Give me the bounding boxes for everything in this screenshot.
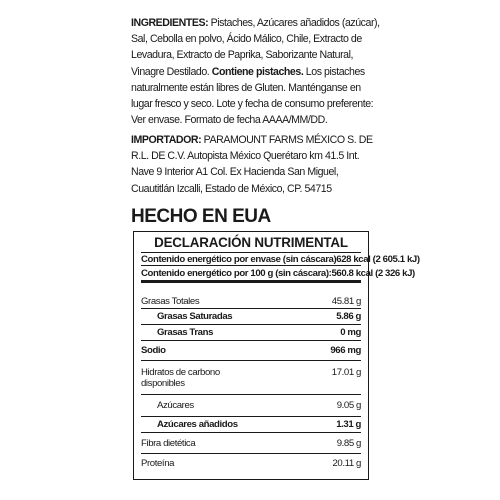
energy-per-pack-row bbox=[141, 253, 420, 266]
nutrient-row-saturated-fat bbox=[141, 309, 361, 325]
energy-per-pack-label: Contenido energético por envase (sin cáscara) bbox=[141, 253, 337, 265]
energy-per-pack-value: 628 kcal (2 605.1 kJ) bbox=[336, 253, 420, 265]
nutrient-row-sugars bbox=[141, 395, 361, 417]
ingredients-label: INGREDIENTES: bbox=[131, 17, 209, 29]
contains-label: Contiene pistaches. bbox=[211, 65, 304, 78]
nutrient-row-added-sugars bbox=[141, 417, 361, 433]
nutrient-value: 1.31 g bbox=[336, 419, 361, 430]
nutrition-facts-table bbox=[133, 231, 420, 480]
importer-paragraph bbox=[131, 132, 381, 197]
nutrient-label: Hidratos de carbono disponibles bbox=[141, 367, 220, 389]
nutrient-label: Grasas Trans bbox=[157, 327, 213, 338]
nutrient-value: 966 mg bbox=[330, 345, 361, 356]
nutrient-value: 20.11 g bbox=[332, 458, 361, 469]
ingredients-text: Pistaches, Azúcares añadidos (azúcar), Sal, Cebolla en polvo, Ácido Málico, Chile, Extracto de Levadura, Extracto de Paprika, Saborizante Natural, Vinagre Destilado. bbox=[131, 17, 380, 78]
nutrient-label: Azúcares bbox=[157, 400, 194, 411]
nutrient-value: 9.85 g bbox=[336, 437, 361, 449]
nutrient-label: Proteína bbox=[141, 458, 175, 469]
ingredients-paragraph bbox=[131, 15, 381, 128]
nutrient-value: 45.81 g bbox=[331, 296, 361, 307]
importer-label: IMPORTADOR: bbox=[131, 134, 202, 146]
energy-per-100g-label: Contenido energético por 100 g (sin cáscara): bbox=[141, 267, 332, 279]
nutrient-label: Azúcares añadidos bbox=[157, 419, 238, 430]
nutrient-label: Grasas Totales bbox=[141, 296, 200, 307]
nutrient-value: 0 mg bbox=[340, 327, 361, 338]
nutrient-row-total-fat bbox=[141, 295, 361, 309]
nutrient-label: Fibra dietética bbox=[141, 437, 196, 449]
nutrient-label: Grasas Saturadas bbox=[157, 311, 233, 322]
nutrient-value: 17.01 g bbox=[331, 367, 361, 378]
energy-per-100g-value: 560.8 kcal (2 326 kJ) bbox=[331, 267, 415, 279]
nutrient-label: Sodio bbox=[141, 345, 166, 356]
nutrient-value: 5.86 g bbox=[336, 311, 361, 322]
table-spacer bbox=[141, 283, 361, 295]
nutrition-title: DECLARACIÓN NUTRIMENTAL bbox=[141, 232, 361, 253]
energy-per-100g-row bbox=[141, 266, 415, 283]
nutrient-row-fiber bbox=[141, 433, 361, 454]
contains-text: Los pistaches naturalmente están libres de Gluten. Manténganse en lugar fresco y seco. Lote y fecha de consumo preferente: Ver envase. Formato de fecha AAAA/MM/DD. bbox=[131, 65, 374, 127]
importer-text: PARAMOUNT FARMS MÉXICO S. DE R.L. DE C.V. Autopista México Querétaro km 41.5 Int. Nave 9 Interior A1 Col. Ex Hacienda San Miguel, Cuautitlán Izcalli, Estado de México, CP. 54715 bbox=[131, 134, 373, 195]
nutrient-row-trans-fat bbox=[141, 325, 361, 341]
made-in-heading: HECHO EN EUA bbox=[131, 206, 271, 227]
nutrient-row-sodium bbox=[141, 341, 361, 361]
nutrient-value: 9.05 g bbox=[336, 400, 361, 411]
nutrient-row-protein bbox=[141, 454, 361, 473]
nutrient-row-carbohydrates bbox=[141, 361, 361, 395]
